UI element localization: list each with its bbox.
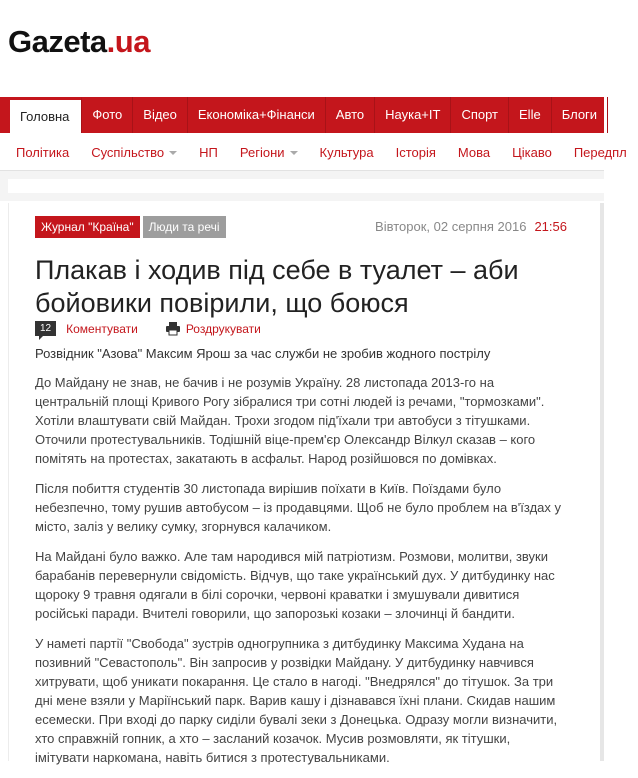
chevron-down-icon xyxy=(169,151,177,155)
nav-item-home[interactable]: Головна xyxy=(10,97,82,133)
subnav-item-politics[interactable]: Політика xyxy=(16,144,70,160)
article-date: Вівторок, 02 серпня 2016 xyxy=(375,219,527,234)
nav-item-photo[interactable]: Фото xyxy=(82,97,133,133)
article-paragraph: На Майдані було важко. Але там народився мій патріотизм. Розмови, молитви, звуки барабанів перевернули свідомість. Відчув, що таке український дух. У дитбудинку нас щороку 9 травня одягали в білі сорочки, червоні краватки і змушували дивитися російські паради. Вчителі говорили, що запорозькі козаки – злочинці й бандити. xyxy=(35,549,555,621)
article-time: 21:56 xyxy=(534,219,567,234)
subnav-item-subscription[interactable]: Передпл xyxy=(573,144,627,160)
nav-item-video[interactable]: Відео xyxy=(133,97,188,133)
nav-item-blogs[interactable]: Блоги xyxy=(552,97,608,133)
article-lead: Розвідник "Азова" Максим Ярош за час служби не зробив жодного пострілу xyxy=(35,346,491,361)
subnav-item-language[interactable]: Мова xyxy=(457,144,491,160)
nav-item-sport[interactable]: Спорт xyxy=(451,97,509,133)
subnav-item-history[interactable]: Історія xyxy=(395,144,436,160)
subnav-item-society[interactable]: Суспільство xyxy=(80,145,188,160)
printer-icon[interactable] xyxy=(166,322,180,335)
article-tags xyxy=(35,216,226,238)
chevron-down-icon xyxy=(290,151,298,155)
subnav-item-regions[interactable]: Регіони xyxy=(229,145,309,160)
sidebar-edge xyxy=(600,203,604,761)
nav-item-auto[interactable]: Авто xyxy=(326,97,375,133)
subnav-item-emergencies[interactable]: НП xyxy=(199,144,218,160)
print-link[interactable]: Роздрукувати xyxy=(185,321,261,336)
site-logo[interactable] xyxy=(8,24,150,60)
sub-nav xyxy=(0,134,627,171)
article-dateline xyxy=(375,219,567,234)
content-separator xyxy=(0,171,604,201)
subnav-item-culture[interactable]: Культура xyxy=(319,144,374,160)
tag-people[interactable]: Люди та речі xyxy=(143,216,226,238)
article xyxy=(8,203,604,765)
article-paragraph: У наметі партії "Свобода" зустрів одногрупника з дитбудинку Максима Худана на позивний "Севастополь". Він запросив у розвідки Майдану. У дитбудинку навчився хитрувати, щоб уникати покарання. Це стало в нагоді. "Внедрялся" до тітушок. За три дні мене взяли у Маріїнський парк. Варив кашу і дізнавався їхні плани. Скидав нашим есемески. При вході до парку сиділи бувалі зеки з Донецька. Одразу могли визначити, хто справжній гопник, а хто – засланий козачок. Мусив розмовляти, як тітушки, імітувати наркомана, навіть битися з протестувальниками. xyxy=(35,636,558,765)
article-paragraph: До Майдану не знав, не бачив і не розумів Україну. 28 листопада 2013-го на центральній площі Кривого Рогу зібралися три сотні людей із речами, "тормозками". Хотіли влаштувати свій Майдан. Трохи згодом під'їхали три автобуси з тітушками. Оточили протестувальників. Тодішній віце-прем'єр Олександр Вілкул сказав – кого помітять на протестах, закатають в асфальт. Народ розійшовся по домівках. xyxy=(35,375,545,466)
comment-link[interactable]: Коментувати xyxy=(66,321,138,336)
nav-item-elle[interactable]: Elle xyxy=(509,97,552,133)
logo-tld: .ua xyxy=(106,24,150,59)
article-title: Плакав і ходив під себе в туалет – аби бойовики повірили, що боюся xyxy=(35,255,519,318)
logo-name: Gazeta xyxy=(8,24,107,59)
main-nav xyxy=(0,97,604,133)
article-actions xyxy=(35,321,261,336)
comment-badge-icon[interactable]: 12 xyxy=(35,321,56,336)
tag-journal[interactable]: Журнал "Країна" xyxy=(35,216,140,238)
subnav-item-interesting[interactable]: Цікаво xyxy=(512,144,552,160)
article-paragraph: Після побиття студентів 30 листопада вирішив поїхати в Київ. Поїздами було небезпечно, тому рушив автобусом – із продавцями. Щоб не було проблем на в'їздах у місто, заліз у велику сумку, згорнувся калачиком. xyxy=(35,481,562,534)
nav-item-science[interactable]: Наука+IT xyxy=(375,97,451,133)
nav-item-economy[interactable]: Економіка+Фінанси xyxy=(188,97,326,133)
article-body xyxy=(35,373,565,778)
